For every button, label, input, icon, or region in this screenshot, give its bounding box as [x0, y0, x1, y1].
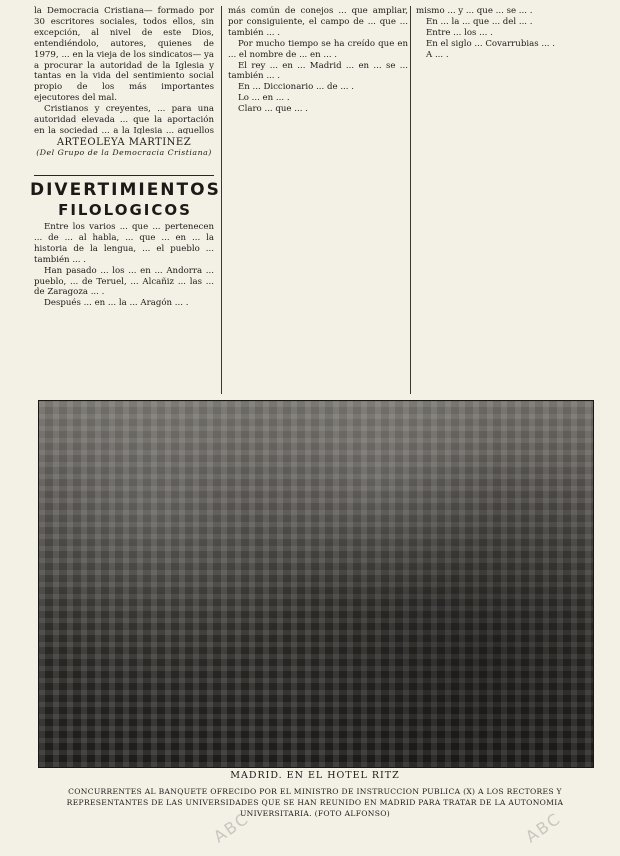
- watermark: ABC: [210, 808, 253, 847]
- paragraph: Entre ... los ... .: [426, 27, 493, 38]
- author-name: ARTEOLEYA MARTINEZ: [56, 137, 192, 148]
- paragraph: En ... Diccionario ... de ... .: [238, 82, 354, 93]
- paragraph: En ... la ... que ... del ... .: [426, 16, 533, 27]
- paragraph: mismo ... y ... que ... se ... .: [416, 6, 533, 16]
- column-3-text: [416, 6, 600, 394]
- paragraph: Claro ... que ... .: [238, 104, 308, 115]
- paragraph: Cristianos y creyentes, ... para una autoridad elevada ... que la aportación en la sociedad ... a la Iglesia ... aquellos: [34, 104, 214, 134]
- paragraph: El rey ... en ... Madrid ... en ... se ... también ... .: [228, 60, 408, 82]
- paragraph: Lo ... en ... .: [238, 93, 290, 104]
- paragraph: Entre los varios ... que ... pertenecen ... de ... al habla, ... que ... en ... la historia de la lengua, ... el pueblo ... también ... .: [34, 222, 214, 265]
- column-rule-right: [410, 6, 411, 394]
- article-title: [30, 180, 220, 220]
- photo-texture: [39, 401, 593, 767]
- signature-block: [34, 137, 214, 157]
- photo-title: MADRID. EN EL HOTEL RITZ: [230, 770, 400, 781]
- article-title-line-1: DIVERTIMIENTOS: [30, 180, 221, 200]
- paragraph: Después ... en ... la ... Aragón ... .: [44, 298, 189, 309]
- paragraph: Por mucho tiempo se ha creído que en ... el nombre de ... en ... .: [228, 38, 408, 60]
- column-1-top-text: [34, 6, 214, 134]
- group-photograph: [38, 400, 594, 768]
- author-affiliation: (Del Grupo de la Democracia Cristiana): [36, 148, 212, 157]
- article-title-line-2: FILOLOGICOS: [58, 201, 192, 219]
- paragraph: En el siglo ... Covarrubias ... .: [426, 38, 555, 49]
- column-rule-left: [221, 6, 222, 394]
- column-1-article-text: [34, 222, 214, 394]
- paragraph: más común de conejos ... que ampliar, por consiguiente, el campo de ... que ... también ... .: [228, 6, 408, 38]
- section-divider: [34, 175, 214, 176]
- photo-caption: CONCURRENTES AL BANQUETE OFRECIDO POR EL MINISTRO DE INSTRUCCION PUBLICA (X) A LOS RECTORES Y REPRESENTANTES DE LAS UNIVERSIDADES QUE SE HAN REUNIDO EN MADRID PARA TRATAR DE LA AUTONOMIA UNIVERSITARIA. (FOTO ALFONSO): [66, 787, 564, 818]
- paragraph: Han pasado ... los ... en ... Andorra ... pueblo, ... de Teruel, ... Alcañiz ... las ... de Zaragoza ... .: [34, 265, 214, 298]
- watermark: ABC: [522, 808, 565, 847]
- column-2-text: [228, 6, 408, 394]
- paragraph: la Democracia Cristiana— formado por 30 escritores sociales, todos ellos, sin excepción, al nivel de este Dios, entendiéndolo, autores, quienes de 1979, ... en la vieja de los sindicatos— ya a procurar la autoridad de la Iglesia y tantas en la vida del sentimiento social propio de los más importantes ejecutores del mal.: [34, 6, 214, 104]
- paragraph: A ... .: [426, 49, 449, 60]
